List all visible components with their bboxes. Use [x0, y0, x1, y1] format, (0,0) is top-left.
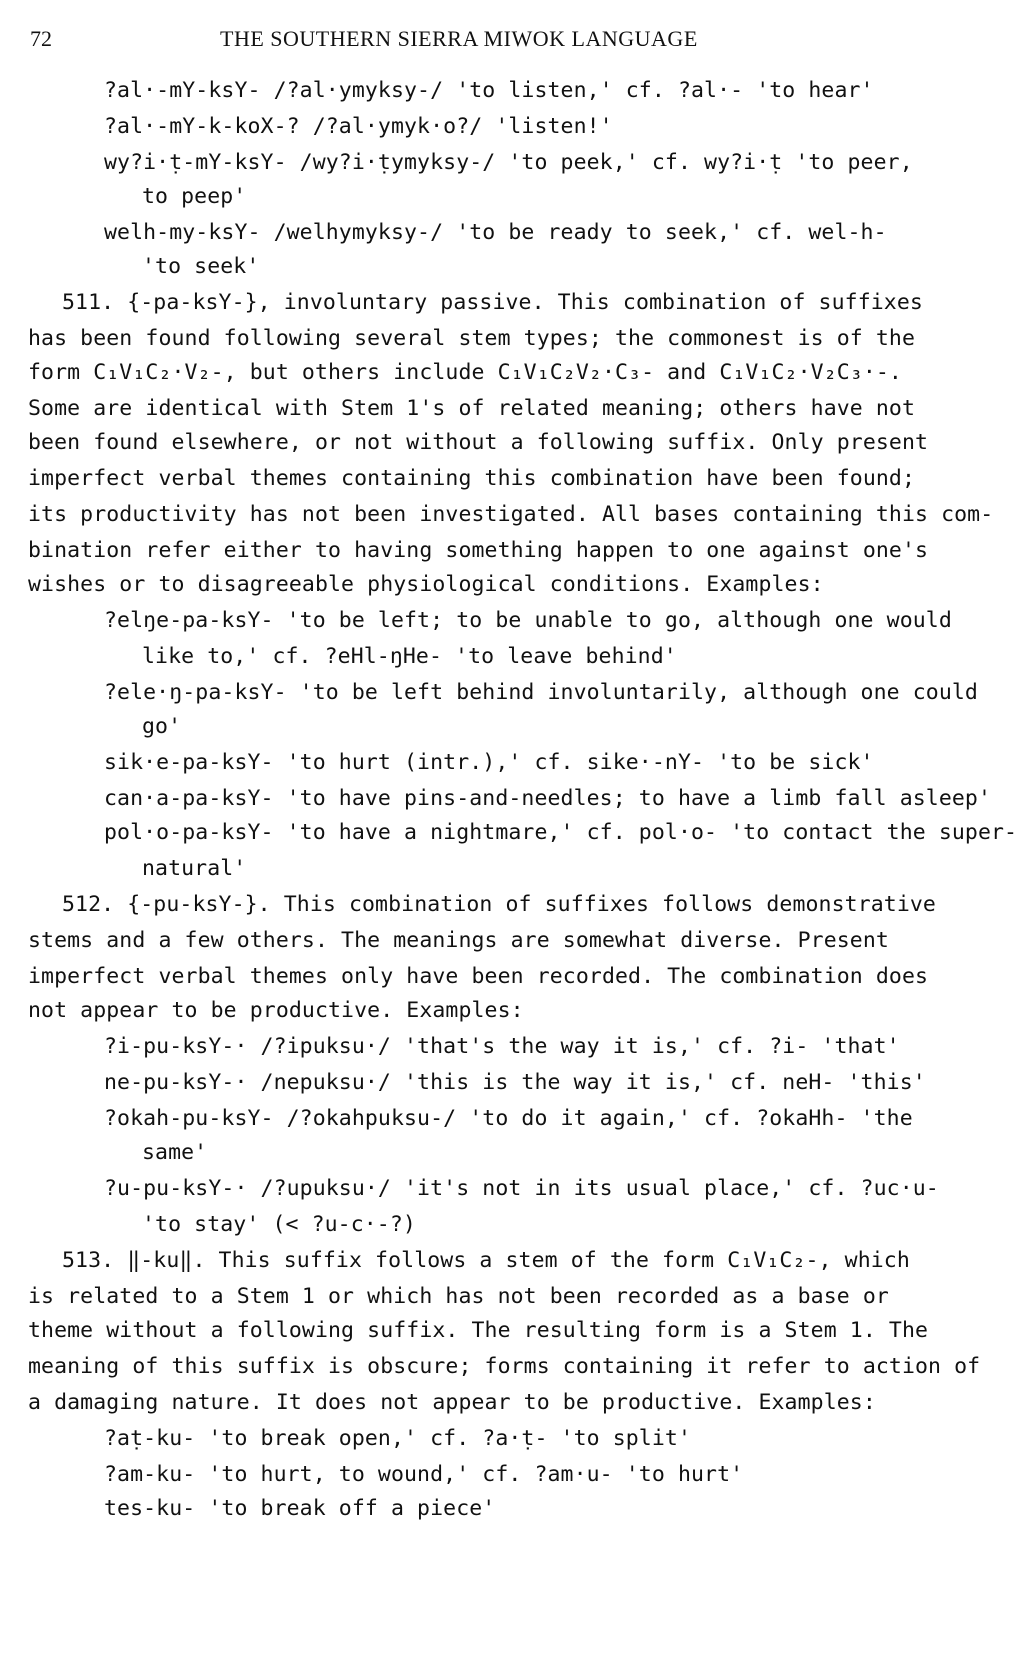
example-line: pol·o-pa-ksY- 'to have a nightmare,' cf. pol·o- 'to contact the super- [104, 820, 1017, 845]
page-number: 72 [30, 26, 52, 51]
example-line: ?am-ku- 'to hurt, to wound,' cf. ?am·u- 'to hurt' [104, 1462, 744, 1487]
example-line: ?ele·ŋ-pa-ksY- 'to be left behind involuntarily, although one could [104, 680, 978, 705]
paragraph-line: imperfect verbal themes only have been recorded. The combination does [28, 964, 929, 989]
paragraph-line: been found elsewhere, or not without a following suffix. Only present [28, 430, 929, 455]
paragraph-line: form C₁V₁C₂·V₂-, but others include C₁V₁C₂V₂·C₃- and C₁V₁C₂·V₂C₃·-. [28, 360, 902, 385]
example-line: welh-my-ksY- /welhymyksy-/ 'to be ready to seek,' cf. wel-h- [104, 220, 887, 245]
example-continuation: same' [142, 1140, 208, 1165]
paragraph-line: bination refer either to having something happen to one against one's [28, 538, 929, 563]
section-511-heading: 511. {-pa-ksY-}, involuntary passive. This combination of suffixes [62, 290, 923, 315]
paragraph-line: theme without a following suffix. The resulting form is a Stem 1. The [28, 1318, 929, 1343]
example-line: can·a-pa-ksY- 'to have pins-and-needles; to have a limb fall asleep' [104, 786, 991, 811]
paragraph-line: Some are identical with Stem 1's of related meaning; others have not [28, 396, 915, 421]
example-line: ne-pu-ksY-· /nepuksu·/ 'this is the way it is,' cf. neH- 'this' [104, 1070, 926, 1095]
paragraph-line: has been found following several stem types; the commonest is of the [28, 326, 915, 351]
example-line: ?al·-mY-k-koX-? /?al·ymyk·o?/ 'listen!' [104, 114, 613, 139]
running-title: THE SOUTHERN SIERRA MIWOK LANGUAGE [220, 26, 698, 51]
example-continuation: 'to stay' (< ?u-c·-?) [142, 1212, 416, 1237]
paragraph-line: meaning of this suffix is obscure; forms containing it refer to action of [28, 1354, 981, 1379]
example-line: ?okah-pu-ksY- /?okahpuksu-/ 'to do it again,' cf. ?okaHh- 'the [104, 1106, 913, 1131]
example-line: ?aṭ-ku- 'to break open,' cf. ?a·ṭ- 'to split' [104, 1426, 691, 1451]
example-line: sik·e-pa-ksY- 'to hurt (intr.),' cf. sike·-nY- 'to be sick' [104, 750, 874, 775]
example-line: ?al·-mY-ksY- /?al·ymyksy-/ 'to listen,' cf. ?al·- 'to hear' [104, 78, 874, 103]
paragraph-line: not appear to be productive. Examples: [28, 998, 524, 1023]
section-512-heading: 512. {-pu-ksY-}. This combination of suffixes follows demonstrative [62, 892, 936, 917]
example-line: ?i-pu-ksY-· /?ipuksu·/ 'that's the way it is,' cf. ?i- 'that' [104, 1034, 900, 1059]
paragraph-line: imperfect verbal themes containing this combination have been found; [28, 466, 915, 491]
section-513-heading: 513. ‖-ku‖. This suffix follows a stem of the form C₁V₁C₂-, which [62, 1248, 910, 1273]
paragraph-line: is related to a Stem 1 or which has not been recorded as a base or [28, 1284, 889, 1309]
paragraph-line: its productivity has not been investigated. All bases containing this com- [28, 502, 994, 527]
paragraph-line: a damaging nature. It does not appear to be productive. Examples: [28, 1390, 876, 1415]
example-continuation: 'to seek' [142, 254, 260, 279]
example-continuation: go' [142, 714, 182, 739]
page-header [30, 26, 977, 56]
example-continuation: to peep' [142, 184, 247, 209]
example-continuation: natural' [142, 856, 247, 881]
example-line: tes-ku- 'to break off a piece' [104, 1496, 496, 1521]
paragraph-line: stems and a few others. The meanings are somewhat diverse. Present [28, 928, 889, 953]
paragraph-line: wishes or to disagreeable physiological conditions. Examples: [28, 572, 824, 597]
example-line: wy?i·ṭ-mY-ksY- /wy?i·ṭymyksy-/ 'to peek,' cf. wy?i·ṭ 'to peer, [104, 150, 913, 175]
example-continuation: like to,' cf. ?eHl-ŋHe- 'to leave behind' [142, 644, 677, 669]
example-line: ?u-pu-ksY-· /?upuksu·/ 'it's not in its usual place,' cf. ?uc·u- [104, 1176, 939, 1201]
example-line: ?elŋe-pa-ksY- 'to be left; to be unable to go, although one would [104, 608, 952, 633]
